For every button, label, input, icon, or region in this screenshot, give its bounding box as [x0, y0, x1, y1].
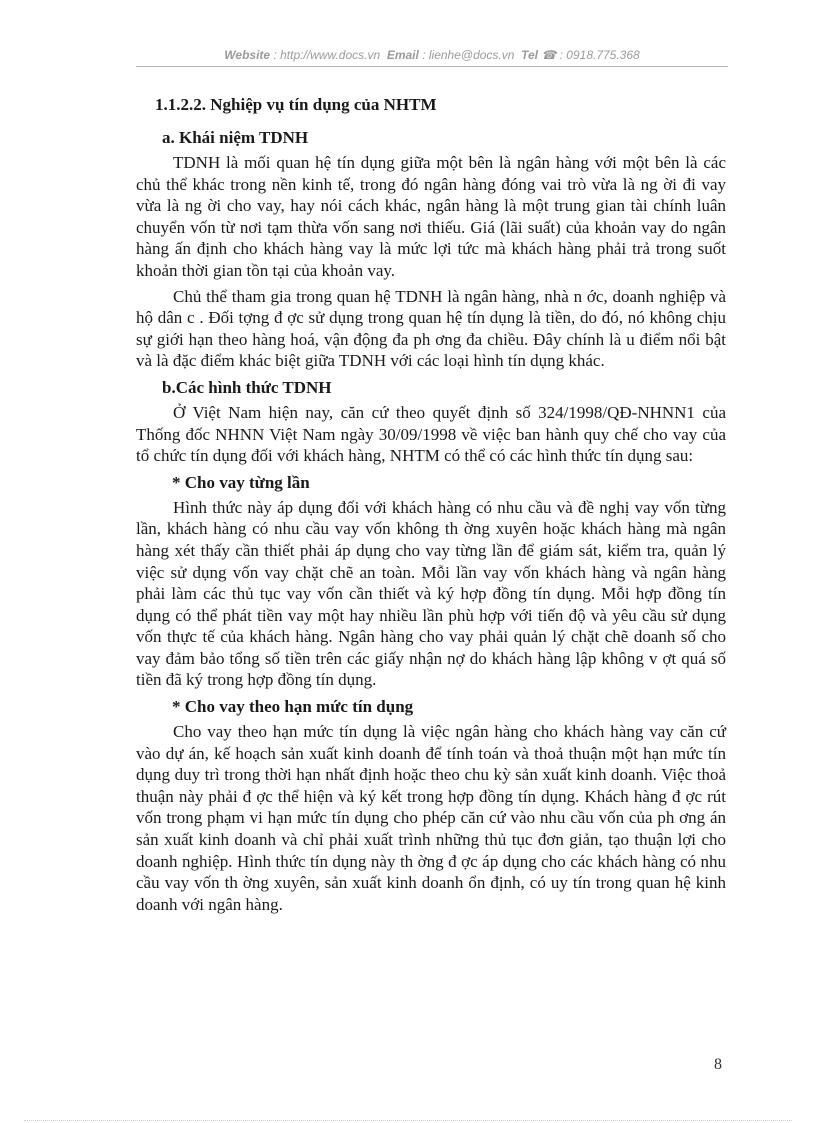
- website-label: Website: [224, 48, 271, 62]
- subsection-a-title: a. Khái niệm TDNH: [162, 128, 309, 147]
- paragraph: TDNH là mối quan hệ tín dụng giữa một bên là ngân hàng với một bên là các chủ thể khác trong nền kinh tế, trong đó ngân hàng đóng vai trò vừa là ng ời đi vay vừa là ng ời cho vay, hay nói cách khác, ngân hàng là một trung gian tài chính luân chuyển vốn từ nơi tạm thừa vốn sang nơi thiếu. Giá (lãi suất) của khoản vay do ngân hàng ấn định cho khách hàng vay là mức lợi tức mà khách hàng phải trả trong suốt khoản thời gian tồn tại của khoản vay.: [136, 153, 726, 280]
- email-value: : lienhe@docs.vn: [422, 48, 515, 62]
- paragraph: Chủ thể tham gia trong quan hệ TDNH là ngân hàng, nhà n ớc, doanh nghiệp và hộ dân c . Đối tợng đ ợc sử dụng trong quan hệ tín dụng là tiền, do đó, nó không chịu sự giới hạn theo hàng hoá, vận động đa ph ơng đa chiều. Đây chính là u điểm nổi bật và là đặc điểm khác biệt giữa TDNH với các loại hình tín dụng khác.: [136, 286, 726, 371]
- page-header: [136, 48, 728, 62]
- document-body: [136, 92, 726, 919]
- footer-divider: [24, 1120, 792, 1121]
- paragraph: Cho vay theo hạn mức tín dụng là việc ngân hàng cho khách hàng vay căn cứ vào dự án, kế hoạch sản xuất kinh doanh để tính toán và thoả thuận một hạn mức tín dụng duy trì trong thời hạn nhất định hoặc theo chu kỳ sản xuất kinh doanh. Việc thoả thuận này phải đ ợc thể hiện và ký kết trong hợp đồng tín dụng. Khách hàng đ ợc rút vốn trong phạm vi hạn mức tín dụng cho phép căn cứ vào nhu cầu vốn của ph ơng án sản xuất kinh doanh và chỉ phải xuất trình những thủ tục đơn giản, tạo thuận lợi cho doanh nghiệp. Hình thức tín dụng này th ờng đ ợc áp dụng cho các khách hàng có nhu cầu vay vốn th ờng xuyên, sản xuất kinh doanh ổn định, có uy tín trong quan hệ kinh doanh với ngân hàng.: [136, 722, 726, 914]
- tel-label: Tel: [521, 48, 538, 62]
- header-divider: [136, 66, 728, 67]
- website-value: : http://www.docs.vn: [273, 48, 381, 62]
- subsection-b-title: b.Các hình thức TDNH: [162, 377, 332, 397]
- paragraph: Hình thức này áp dụng đối với khách hàng có nhu cầu và đề nghị vay vốn từng lần, khách hàng có nhu cầu vay vốn không th ờng xuyên hoặc khách hàng mà ngân hàng xét thấy cần thiết phải áp dụng cho vay từng lần để giám sát, kiểm tra, quản lý việc sử dụng vốn vay chặt chẽ an toàn. Mỗi lần vay vốn khách hàng và ngân hàng phải làm các thủ tục vay vốn cần thiết và ký hợp đồng tín dụng. Mỗi hợp đồng tín dụng có thể phát tiền vay một hay nhiều lần phù hợp với tiến độ và yêu cầu sử dụng vốn thực tế của khách hàng. Ngân hàng cho vay phải quản lý chặt chẽ doanh số cho vay đảm bảo tổng số tiền trên các giấy nhận nợ do khách hàng lập không v ợt quá số tiền đã ký trong hợp đồng tín dụng.: [136, 497, 726, 690]
- item-title-single-loan: * Cho vay từng lần: [172, 472, 310, 492]
- page-number: 8: [714, 1056, 722, 1073]
- email-label: Email: [386, 48, 419, 62]
- item-title-credit-limit: * Cho vay theo hạn mức tín dụng: [172, 697, 414, 717]
- section-title: 1.1.2.2. Nghiệp vụ tín dụng của NHTM: [155, 95, 437, 114]
- paragraph: Ở Việt Nam hiện nay, căn cứ theo quyết định số 324/1998/QĐ-NHNN1 của Thống đốc NHNN Việt Nam ngày 30/09/1998 về việc ban hành quy chế cho vay của tổ chức tín dụng đối với khách hàng, NHTM có thể có các hình thức tín dụng sau:: [136, 402, 726, 466]
- tel-value: ☎ : 0918.775.368: [541, 48, 640, 62]
